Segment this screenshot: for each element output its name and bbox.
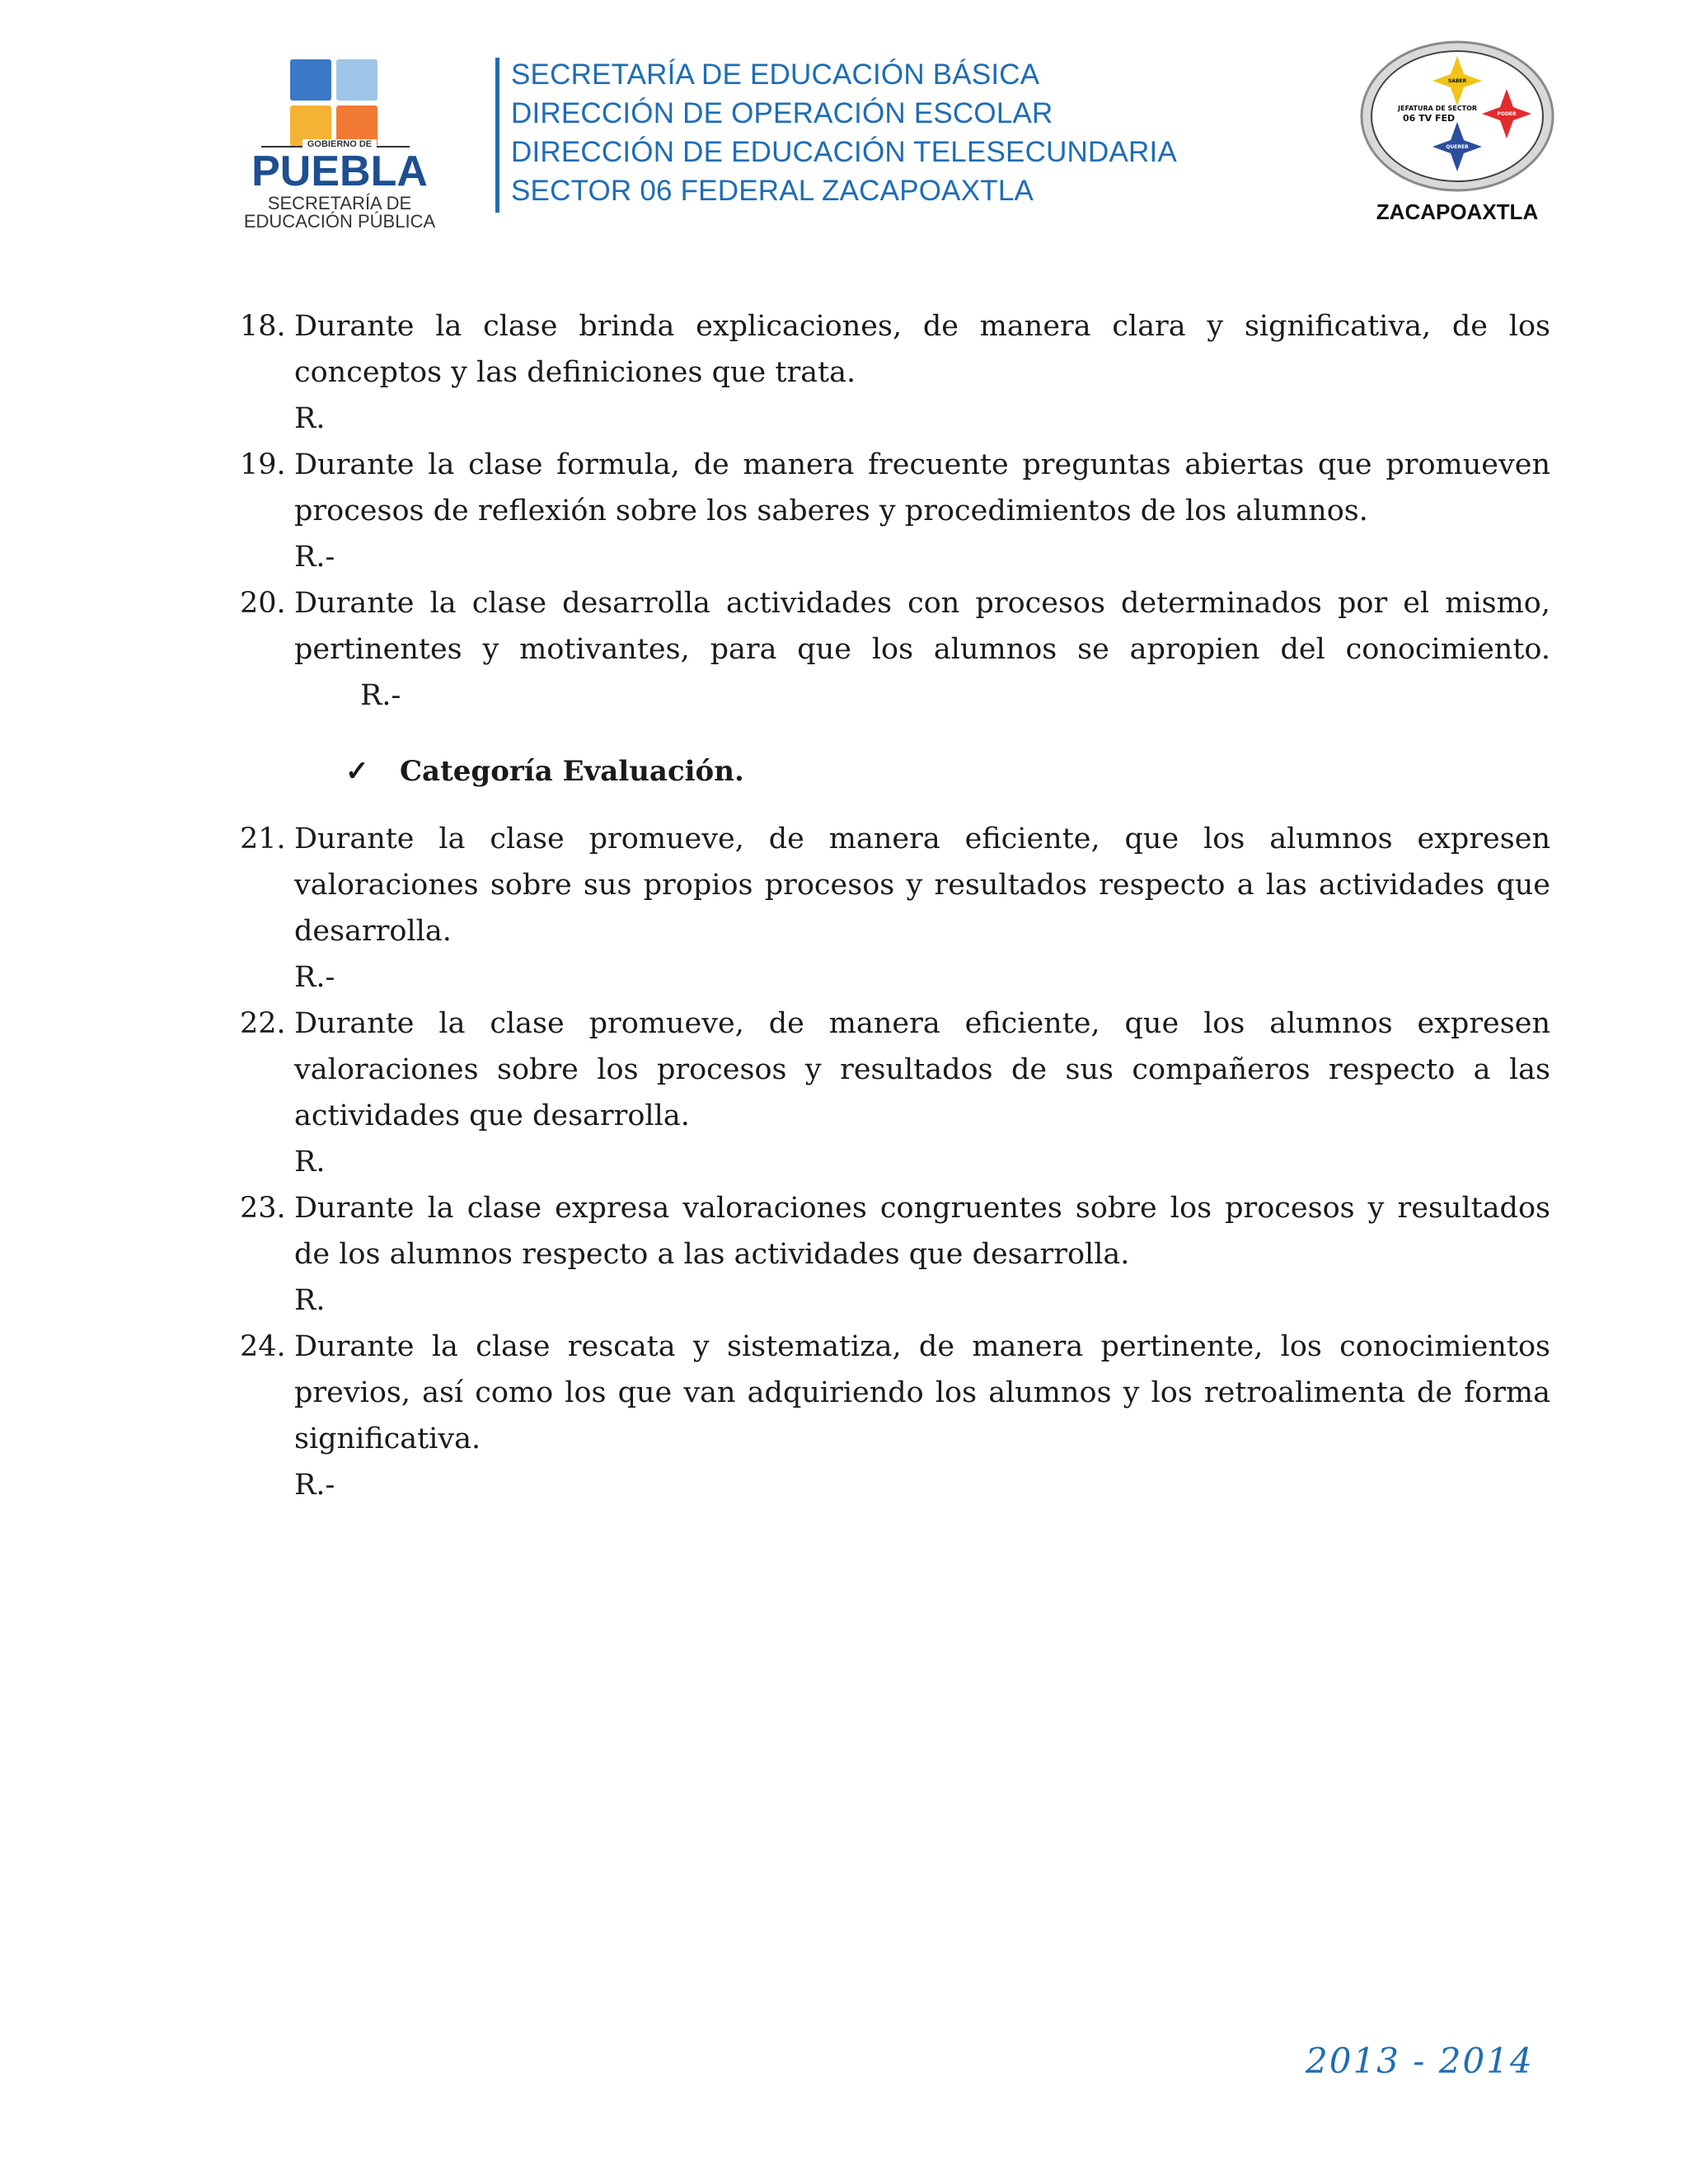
question-item: [240, 580, 1550, 719]
question-text: Durante la clase promueve, de manera eficiente, que los alumnos expresen valoraciones sobre sus propios procesos y resultados respecto a las actividades que desarrolla.: [294, 823, 1550, 948]
answer-label: R.-: [294, 541, 335, 574]
question-text: Durante la clase promueve, de manera eficiente, que los alumnos expresen valoraciones sobre los procesos y resultados de sus compañeros respecto a las actividades que desarrolla.: [294, 1007, 1550, 1132]
emblem-center-line1: JEFATURA DE SECTOR: [1398, 105, 1478, 112]
category-label: Categoría Evaluación.: [400, 755, 744, 788]
question-text: Durante la clase formula, de manera frecuente preguntas abiertas que promueven procesos de reflexión sobre los saberes y procedimientos de los alumnos.: [294, 448, 1550, 527]
logo-tiles: [290, 59, 381, 150]
question-text: Durante la clase brinda explicaciones, de manera clara y significativa, de los conceptos y las definiciones que trata.: [294, 310, 1550, 389]
checkmark-icon: ✓: [345, 755, 369, 788]
logo-name: PUEBLA: [251, 148, 428, 195]
emblem-caption: ZACAPOAXTLA: [1376, 199, 1539, 224]
header-line-3: DIRECCIÓN DE EDUCACIÓN TELESECUNDARIA: [511, 136, 1177, 168]
puebla-sep-logo: [232, 59, 447, 232]
school-year: 2013 - 2014: [1306, 2041, 1534, 2081]
header-line-1: SECRETARÍA DE EDUCACIÓN BÁSICA: [511, 59, 1040, 91]
answer-label: R.: [294, 1284, 326, 1317]
logo-tile-lightblue: [336, 59, 377, 101]
sector-emblem: [1358, 38, 1556, 194]
logo-subtitle-line1: SECRETARÍA DE: [267, 193, 412, 213]
question-item: [240, 1001, 1550, 1185]
question-number: 22.: [240, 1007, 286, 1040]
star-label-2: PODER: [1497, 111, 1517, 117]
answer-label: R.-: [294, 961, 335, 994]
answer-label: R.: [294, 402, 326, 435]
answer-label: R.-: [360, 679, 401, 712]
question-number: 23.: [240, 1192, 286, 1225]
question-text: Durante la clase rescata y sistematiza, de manera pertinente, los conocimientos previos, así como los que van adquiriendo los alumnos y los retroalimenta de forma significativa.: [294, 1330, 1550, 1455]
question-item: [240, 816, 1550, 1001]
logo-tile-blue: [290, 59, 331, 101]
header-line-2: DIRECCIÓN DE OPERACIÓN ESCOLAR: [511, 97, 1053, 129]
answer-label: R.-: [294, 1469, 335, 1502]
question-number: 20.: [240, 587, 286, 620]
questionnaire-body: [240, 303, 1550, 1508]
question-item: [240, 442, 1550, 580]
logo-subtitle: [232, 194, 447, 231]
category-heading: [345, 747, 1550, 796]
header-line-4: SECTOR 06 FEDERAL ZACAPOAXTLA: [511, 175, 1034, 207]
star-label-1: SABER: [1447, 78, 1467, 84]
question-item: [240, 303, 1550, 442]
answer-label: R.: [294, 1146, 326, 1179]
emblem-center-line2: 06 TV FED: [1403, 113, 1456, 124]
question-number: 24.: [240, 1330, 286, 1363]
header-divider: [495, 58, 499, 213]
question-text: Durante la clase expresa valoraciones congruentes sobre los procesos y resultados de los alumnos respecto a las actividades que desarrolla.: [294, 1192, 1550, 1271]
star-label-3: QUERER: [1446, 144, 1469, 150]
question-item: [240, 1324, 1550, 1508]
question-number: 18.: [240, 310, 286, 343]
question-text: Durante la clase desarrolla actividades con procesos determinados por el mismo, pertinentes y motivantes, para que los alumnos se apropien del conocimiento.: [294, 587, 1550, 666]
logo-subtitle-line2: EDUCACIÓN PÚBLICA: [243, 211, 436, 232]
question-item: [240, 1185, 1550, 1324]
question-number: 19.: [240, 448, 286, 481]
header-institution: [511, 55, 1177, 210]
zacapoaxtla-sector-logo: [1358, 38, 1556, 232]
question-number: 21.: [240, 823, 286, 855]
logo-top-label: GOBIERNO DE: [302, 139, 377, 149]
